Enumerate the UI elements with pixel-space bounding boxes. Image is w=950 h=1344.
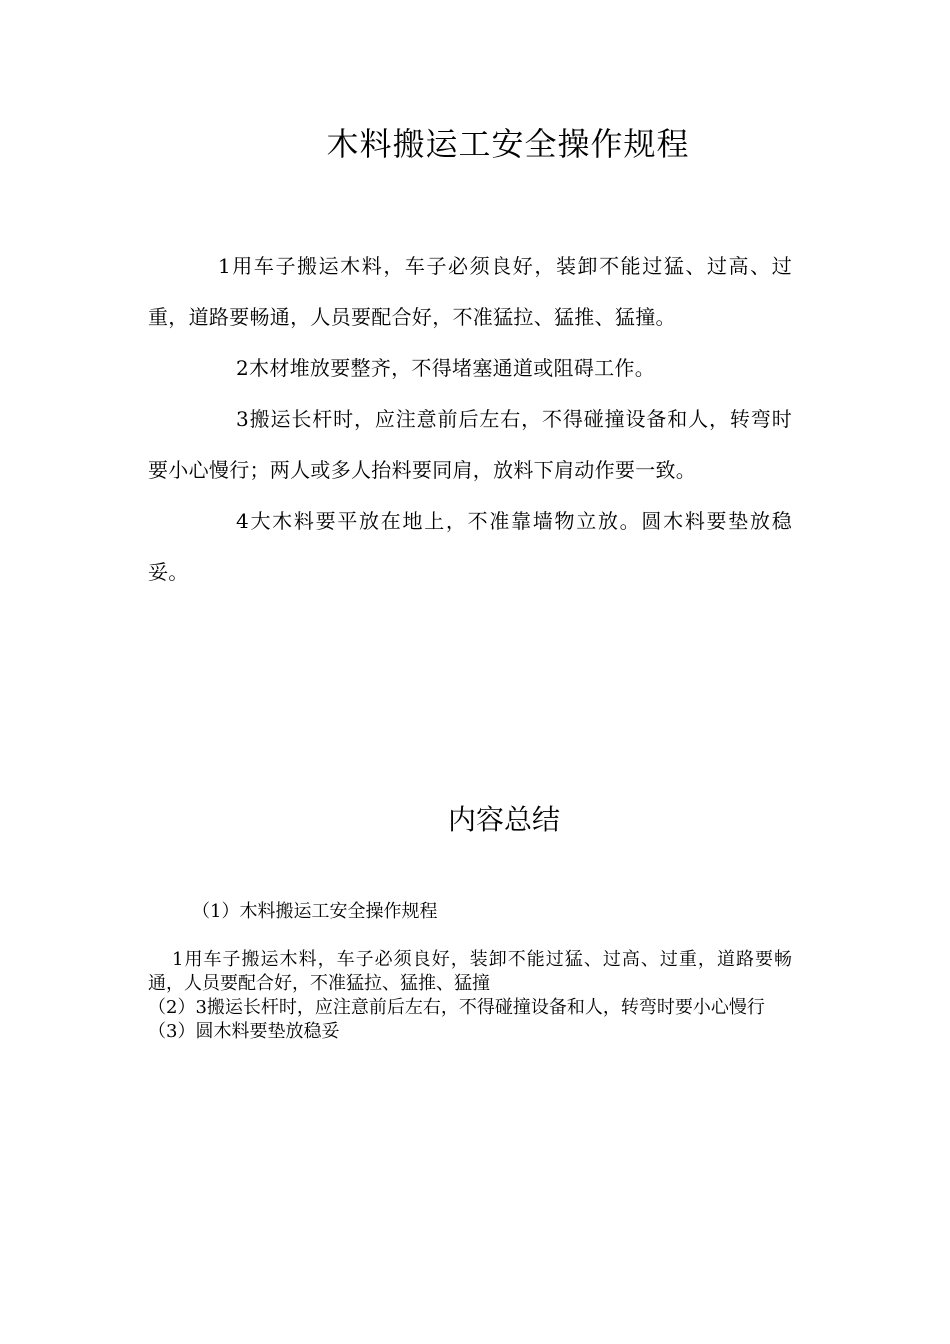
- rule-paragraph: 3搬运长杆时，应注意前后左右，不得碰撞设备和人，转弯时要小心慢行；两人或多人抬料要同肩，放料下肩动作要一致。: [148, 407, 792, 482]
- rule-paragraph: 1用车子搬运木料，车子必须良好，装卸不能过猛、过高、过重，道路要畅通，人员要配合好，不准猛拉、猛推、猛撞。: [148, 254, 792, 329]
- summary-section: [148, 900, 792, 1044]
- rule-paragraph: 2木材堆放要整齐，不得堵塞通道或阻碍工作。: [236, 356, 656, 380]
- summary-item: （2）3搬运长杆时，应注意前后左右，不得碰撞设备和人，转弯时要小心慢行: [148, 997, 765, 1018]
- summary-item: 1用车子搬运木料，车子必须良好，装卸不能过猛、过高、过重，道路要畅通，人员要配合好，不准猛拉、猛推、猛撞: [148, 949, 792, 994]
- rules-section: [148, 241, 792, 598]
- document-title: 木料搬运工安全操作规程: [326, 125, 690, 163]
- rule-paragraph: 4大木料要平放在地上，不准靠墙物立放。圆木料要垫放稳妥。: [148, 509, 792, 584]
- summary-title: 内容总结: [447, 803, 560, 836]
- summary-item: （3）圆木料要垫放稳妥: [148, 1021, 340, 1042]
- summary-heading: （1）木料搬运工安全操作规程: [192, 901, 438, 922]
